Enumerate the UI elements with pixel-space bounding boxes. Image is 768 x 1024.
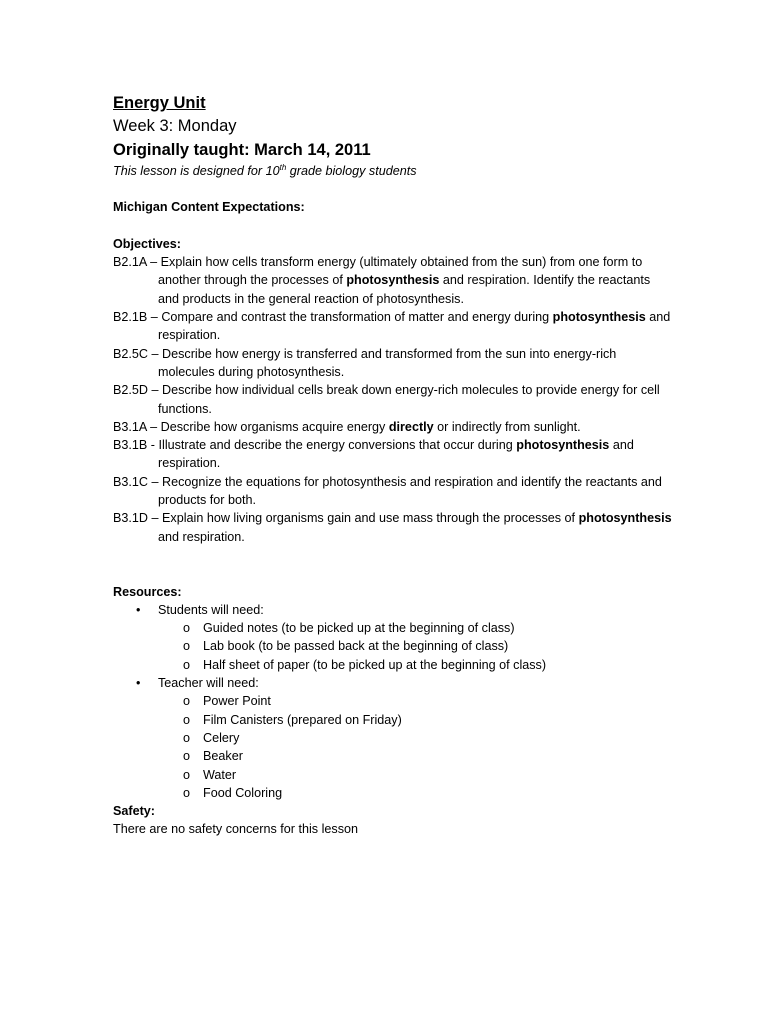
objective-separator: – xyxy=(148,346,163,361)
objective-text: Describe how energy is transferred and transformed from the sun into energy-rich molecules during photosynthesis. xyxy=(158,346,617,379)
resource-item xyxy=(113,766,673,784)
objective-separator: - xyxy=(147,438,159,453)
objective-code: B3.1D xyxy=(113,511,149,526)
objective-item xyxy=(113,473,673,510)
resource-item xyxy=(113,656,673,674)
resource-item-text: Power Point xyxy=(203,694,271,709)
resource-group-label: Teacher will need: xyxy=(158,676,259,691)
objective-separator: – xyxy=(146,419,161,434)
objective-text: Compare and contrast the transformation of matter and energy during xyxy=(161,310,553,325)
resource-item xyxy=(113,747,673,765)
objective-text: Describe how individual cells break down energy-rich molecules to provide energy for cell functions. xyxy=(158,383,660,416)
objective-item xyxy=(113,436,673,473)
document-title: Energy Unit xyxy=(113,94,206,112)
content-expectations-heading: Michigan Content Expectations: xyxy=(113,200,305,215)
objective-item xyxy=(113,345,673,382)
objective-emphasis: photosynthesis xyxy=(552,310,646,325)
resource-group-label: Students will need: xyxy=(158,602,264,617)
objective-text: and respiration. Identify the reactants and products in the general reaction of photosynthesis. xyxy=(158,273,651,306)
objective-item xyxy=(113,509,673,546)
objective-text: Illustrate and describe the energy conversions that occur during xyxy=(158,438,517,453)
objective-separator: – xyxy=(148,474,163,489)
sub-bullet-icon: o xyxy=(183,657,191,672)
resource-item xyxy=(113,729,673,747)
objective-code: B3.1B xyxy=(113,438,148,453)
resource-item-text: Celery xyxy=(203,730,240,745)
objective-text: or indirectly from sunlight. xyxy=(433,419,581,434)
resource-item xyxy=(113,637,673,655)
objective-text: and respiration. xyxy=(158,438,634,471)
audience-note: This lesson is designed for 10th grade biology students xyxy=(113,162,417,178)
objective-code: B2.1B xyxy=(113,310,148,325)
objective-emphasis: photosynthesis xyxy=(516,438,610,453)
objective-emphasis: directly xyxy=(388,419,434,434)
resources-list xyxy=(113,601,673,802)
bullet-icon: • xyxy=(136,676,141,691)
bullet-icon: • xyxy=(136,602,141,617)
sub-bullet-icon: o xyxy=(183,749,191,764)
sub-bullet-icon: o xyxy=(183,694,191,709)
resource-item-text: Guided notes (to be picked up at the beginning of class) xyxy=(203,621,515,636)
objective-item xyxy=(113,418,673,436)
objective-code: B2.5C xyxy=(113,346,149,361)
resource-item-text: Food Coloring xyxy=(203,785,283,800)
objective-emphasis: photosynthesis xyxy=(578,511,672,526)
resource-item xyxy=(113,619,673,637)
sub-bullet-icon: o xyxy=(183,712,191,727)
resource-item xyxy=(113,711,673,729)
objective-text: and respiration. xyxy=(158,310,671,343)
objective-text: Describe how organisms acquire energy xyxy=(160,419,389,434)
objective-separator: – xyxy=(147,310,162,325)
lesson-plan-document xyxy=(113,93,673,839)
objective-item xyxy=(113,381,673,418)
resource-item-text: Lab book (to be passed back at the beginning of class) xyxy=(203,639,509,654)
objective-code: B2.5D xyxy=(113,383,149,398)
resource-group xyxy=(113,601,673,619)
objective-code: B3.1C xyxy=(113,474,149,489)
week-label: Week 3: Monday xyxy=(113,117,237,135)
objective-separator: – xyxy=(148,383,163,398)
sub-bullet-icon: o xyxy=(183,621,191,636)
sub-bullet-icon: o xyxy=(183,639,191,654)
objectives-heading: Objectives: xyxy=(113,236,181,251)
objective-text: and respiration. xyxy=(158,529,245,544)
objective-code: B2.1A xyxy=(113,255,147,270)
resource-item-text: Water xyxy=(203,767,237,782)
objective-separator: – xyxy=(148,511,163,526)
safety-text: There are no safety concerns for this lesson xyxy=(113,822,359,837)
objective-text: Explain how living organisms gain and use mass through the processes of xyxy=(162,511,579,526)
objective-text: Explain how cells transform energy (ultimately obtained from the sun) from one form to another through the processes of xyxy=(158,255,643,288)
objective-text: Recognize the equations for photosynthesis and respiration and identify the reactants and products for both. xyxy=(158,474,662,508)
sub-bullet-icon: o xyxy=(183,767,191,782)
resource-group xyxy=(113,674,673,692)
objective-code: B3.1A xyxy=(113,419,147,434)
objective-item xyxy=(113,308,673,345)
resource-item-text: Beaker xyxy=(203,749,243,764)
sub-bullet-icon: o xyxy=(183,730,191,745)
objective-separator: – xyxy=(146,255,161,270)
resource-item-text: Film Canisters (prepared on Friday) xyxy=(203,712,402,727)
resource-item xyxy=(113,692,673,710)
safety-heading: Safety: xyxy=(113,804,155,819)
resource-item-text: Half sheet of paper (to be picked up at the beginning of class) xyxy=(203,657,547,672)
sub-bullet-icon: o xyxy=(183,785,191,800)
resources-heading: Resources: xyxy=(113,584,182,599)
originally-taught-date: Originally taught: March 14, 2011 xyxy=(113,141,371,159)
objective-emphasis: photosynthesis xyxy=(346,273,440,288)
objective-item xyxy=(113,253,673,308)
objectives-list xyxy=(113,253,673,546)
resource-item xyxy=(113,784,673,802)
